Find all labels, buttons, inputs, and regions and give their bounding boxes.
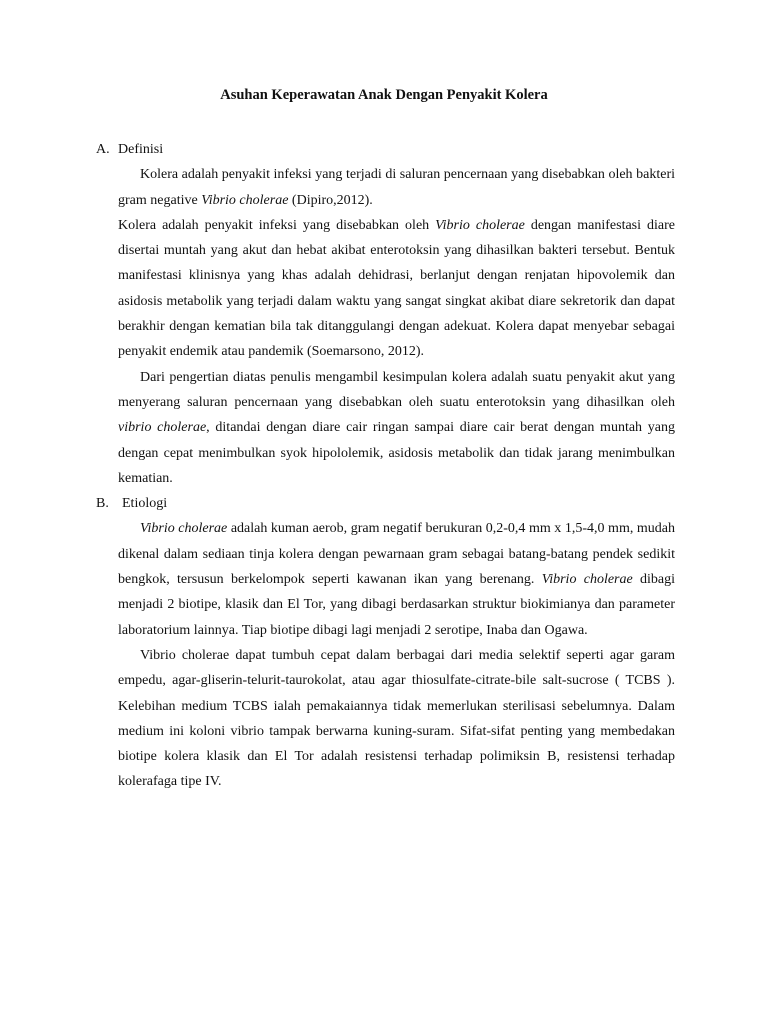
document-title: Asuhan Keperawatan Anak Dengan Penyakit Kolera <box>220 87 548 103</box>
etiology-paragraph-1: Vibrio cholerae adalah kuman aerob, gram negatif berukuran 0,2-0,4 mm x 1,5-4,0 mm, mudah dikenal dalam sediaan tinja kolera dengan pewarnaan gram sebagai batang-batang pendek sedikit bengkok, tersusun berkelompok seperti kawanan ikan yang berenang. Vibrio cholerae dibagi menjadi 2 biotipe, klasik dan El Tor, yang dibagi berdasarkan struktur biokimianya dan parameter laboratorium lainnya. Tiap biotipe dibagi lagi menjadi 2 serotipe, Inaba dan Ogawa. <box>118 521 675 638</box>
definition-paragraph-3: Dari pengertian diatas penulis mengambil kesimpulan kolera adalah suatu penyakit akut yang menyerang saluran pencernaan yang disebabkan oleh suatu enterotoksin yang dihasilkan oleh vibrio cholerae, ditandai dengan diare cair ringan sampai diare cair berat dengan muntah yang dengan cepat menimbulkan syok hipololemik, asidosis metabolik dan tidak jarang menimbulkan kematian. <box>118 369 676 486</box>
section-a-marker: A. <box>96 142 110 157</box>
section-a-heading <box>96 137 675 162</box>
section-b-title: Etiologi <box>122 496 168 512</box>
section-b-heading <box>96 491 675 516</box>
definition-paragraph-2: Kolera adalah penyakit infeksi yang disebabkan oleh Vibrio cholerae dengan manifestasi diare disertai muntah yang akut dan hebat akibat enterotoksin yang dihasilkan bakteri tersebut. Bentuk manifestasi klinisnya yang khas adalah dehidrasi, berlanjut dengan renjatan hipovolemik dan asidosis metabolik yang terjadi dalam waktu yang sangat singkat akibat diare sekretorik dan dapat berakhir dengan kematian bila tak ditanggulangi dengan adekuat. Kolera dapat menyebar sebagai penyakit endemik atau pandemik (Soemarsono, 2012). <box>118 217 675 360</box>
definition-paragraph-1: Kolera adalah penyakit infeksi yang terjadi di saluran pencernaan yang disebabkan oleh bakteri gram negative Vibrio cholerae (Dipiro,2012). <box>118 167 675 208</box>
section-a-title: Definisi <box>118 142 164 157</box>
section-b-marker: B. <box>96 496 109 512</box>
etiology-paragraph-2: Vibrio cholerae dapat tumbuh cepat dalam berbagai dari media selektif seperti agar garam empedu, agar-gliserin-telurit-taurokolat, atau agar thiosulfate-citrate-bile salt-sucrose ( TCBS ). Kelebihan medium TCBS ialah pemakaiannya tidak memerlukan sterilisasi sebelumnya. Dalam medium ini koloni vibrio tampak berwarna kuning-suram. Sifat-sifat penting yang membedakan biotipe kolera klasik dan El Tor adalah resistensi terhadap polimiksin B, resistensi terhadap kolerafaga tipe IV. <box>118 647 675 790</box>
document-body <box>96 137 675 795</box>
